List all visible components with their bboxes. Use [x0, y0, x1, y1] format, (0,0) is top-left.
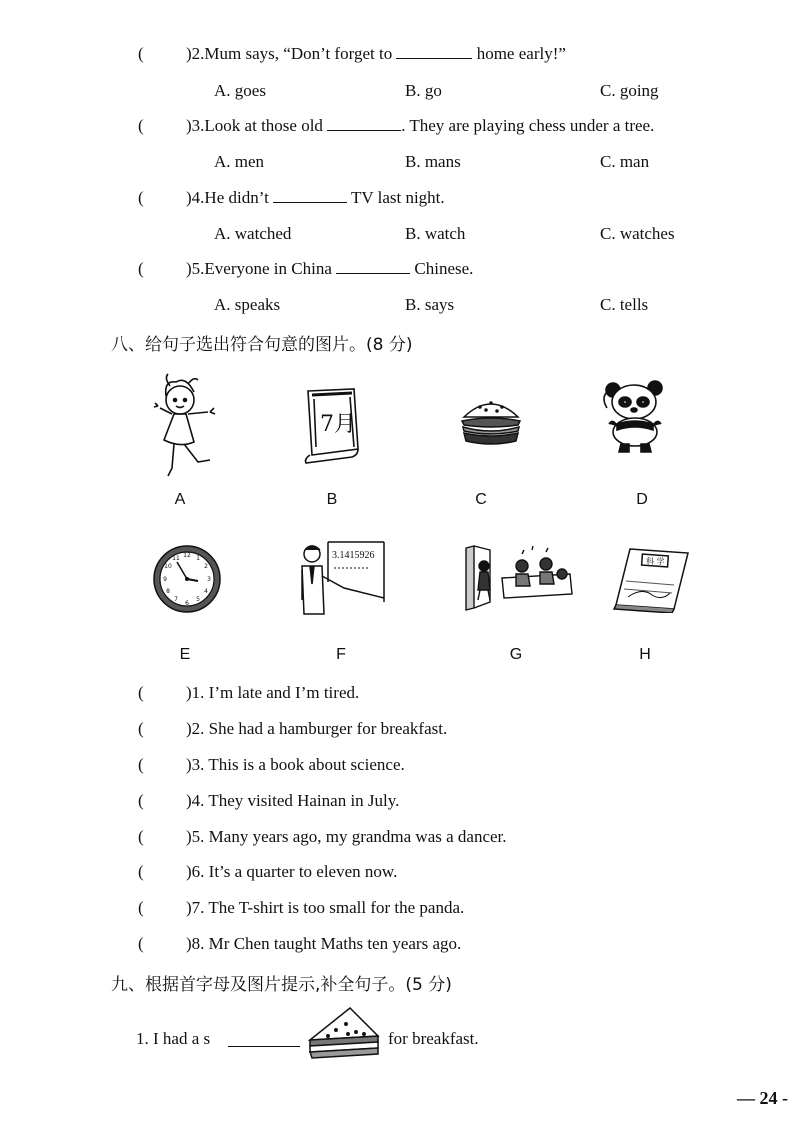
match-sentence-7: )7. The T-shirt is too small for the panda.	[186, 898, 465, 917]
option-b: B. mans	[405, 152, 461, 171]
match-sentence-8: )8. Mr Chen taught Maths ten years ago.	[186, 934, 462, 953]
svg-text:3: 3	[207, 576, 211, 583]
match-sentence-4: )4. They visited Hainan in July.	[186, 791, 400, 810]
svg-text:7月: 7月	[320, 412, 356, 437]
option-b: B. watch	[405, 224, 466, 243]
hamburger-icon	[460, 395, 522, 447]
option-c: C. going	[600, 81, 659, 100]
section-9-title: 九、根据首字母及图片提示,补全句子。(5 分)	[111, 975, 452, 995]
option-c: C. man	[600, 152, 650, 171]
match-sentence-1: )1. I’m late and I’m tired.	[186, 683, 360, 702]
picture-label-e: E	[179, 646, 191, 663]
svg-text:科 学: 科 学	[646, 557, 665, 566]
answer-blank[interactable]	[396, 44, 472, 59]
svg-text:2: 2	[204, 563, 208, 570]
section-8-title: 八、给句子选出符合句意的图片。(8 分)	[111, 335, 413, 355]
option-c: C. watches	[600, 224, 675, 243]
svg-text:7: 7	[174, 596, 178, 603]
picture-label-h: H	[639, 646, 651, 663]
svg-text:5: 5	[196, 596, 200, 603]
teacher-icon	[300, 540, 386, 620]
picture-label-b: B	[326, 491, 338, 508]
page-number: — 24 -	[737, 1088, 788, 1108]
option-a: A. goes	[214, 81, 266, 100]
match-sentence-3: )3. This is a book about science.	[186, 755, 405, 774]
svg-text:10: 10	[164, 563, 172, 570]
science-book-icon	[612, 547, 692, 613]
match-sentence-2: )2. She had a hamburger for breakfast.	[186, 719, 448, 738]
picture-label-f: F	[336, 646, 346, 663]
svg-text:4: 4	[204, 588, 208, 595]
option-c: C. tells	[600, 295, 649, 314]
clock-icon	[152, 544, 222, 614]
svg-text:1: 1	[196, 555, 200, 562]
sandwich-icon	[306, 1006, 382, 1060]
picture-label-a: A	[174, 491, 186, 508]
match-sentence-5: )5. Many years ago, my grandma was a dancer.	[186, 827, 507, 846]
svg-text:3.1415926: 3.1415926	[332, 550, 375, 561]
picture-label-d: D	[636, 491, 648, 508]
svg-text:6: 6	[185, 600, 189, 607]
option-a: A. watched	[214, 224, 292, 243]
svg-text:8: 8	[166, 588, 170, 595]
answer-blank[interactable]	[327, 116, 401, 131]
calendar-july-icon	[298, 385, 366, 465]
option-a: A. speaks	[214, 295, 281, 314]
svg-text:9: 9	[163, 576, 167, 583]
match-sentence-6: )6. It’s a quarter to eleven now.	[186, 862, 398, 881]
picture-label-c: C	[475, 491, 487, 508]
option-b: B. says	[405, 295, 455, 314]
option-a: A. men	[214, 152, 265, 171]
dancer-girl-icon	[150, 372, 220, 484]
svg-text:12: 12	[183, 552, 191, 559]
late-student-icon	[462, 544, 574, 614]
picture-label-g: G	[509, 646, 523, 663]
answer-blank[interactable]	[228, 1032, 300, 1047]
panda-icon	[603, 378, 667, 454]
answer-blank[interactable]	[336, 259, 410, 274]
answer-blank[interactable]	[273, 188, 347, 203]
option-b: B. go	[405, 81, 442, 100]
svg-text:11: 11	[172, 555, 180, 562]
